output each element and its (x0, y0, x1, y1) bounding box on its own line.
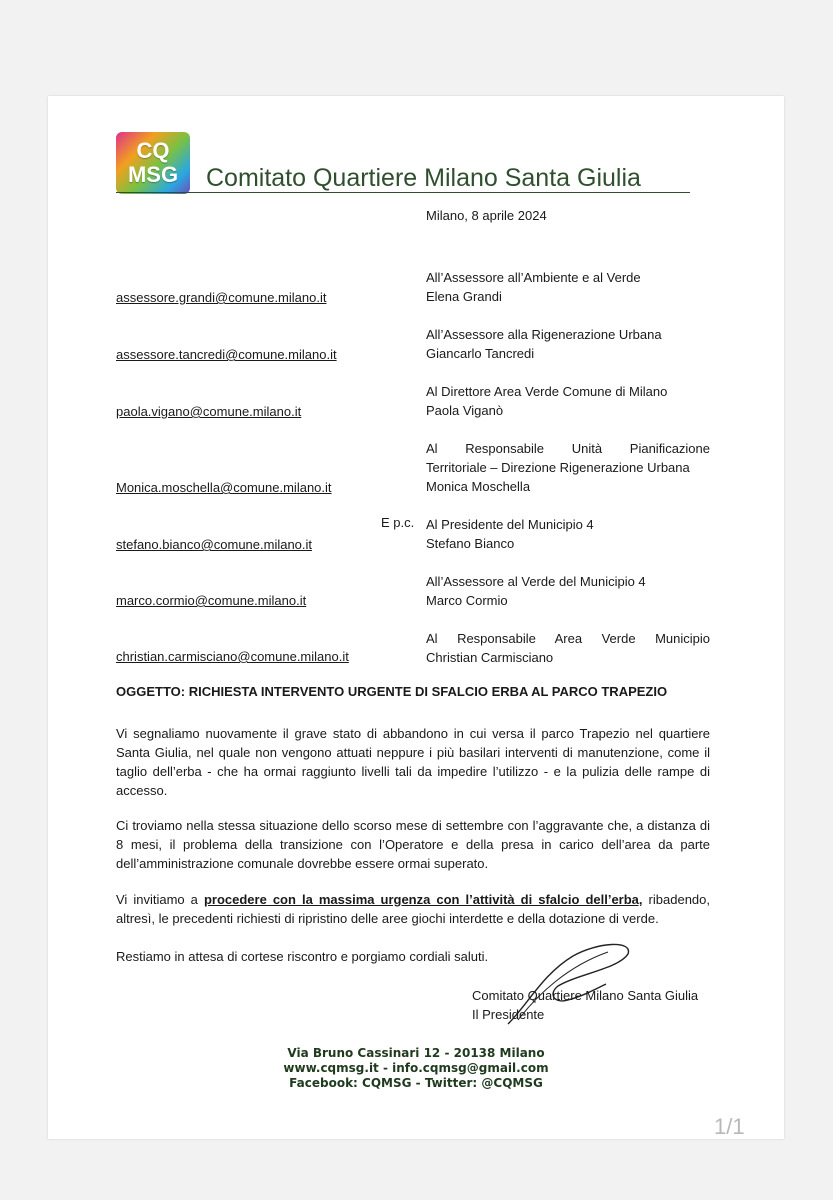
recipient-6-email[interactable]: marco.cormio@comune.milano.it (116, 593, 307, 608)
logo-text-msg: MSG (127, 162, 179, 187)
recipient-5-email[interactable]: stefano.bianco@comune.milano.it (116, 537, 313, 552)
body-paragraph-1: Vi segnaliamo nuovamente il grave stato di abbandono in cui versa il parco Trapezio nel quartiere Santa Giulia, nel quale non vengono attuati neppure i più basilari interventi di manutenzione, come il taglio dell’erba - che ha ormai raggiunto livelli tali da impedire l’utilizzo - e la pulizia delle rampe di accesso. (116, 726, 710, 798)
letter-date: Milano, 8 aprile 2024 (426, 208, 547, 223)
letter-subject: OGGETTO: RICHIESTA INTERVENTO URGENTE DI SFALCIO ERBA AL PARCO TRAPEZIO (116, 684, 668, 699)
recipient-6-address: All’Assessore al Verde del Municipio 4 Marco Cormio (426, 574, 646, 608)
recipient-1-email[interactable]: assessore.grandi@comune.milano.it (116, 290, 327, 305)
recipient-5-address: Al Presidente del Municipio 4 Stefano Bianco (426, 517, 594, 551)
logo-text-cq: CQ (136, 138, 170, 163)
recipient-7-address: Al Responsabile Area Verde Municipio Christian Carmisciano (426, 631, 710, 665)
signer-block: Comitato Quartiere Milano Santa Giulia Il Presidente (472, 988, 699, 1022)
footer-address: Via Bruno Cassinari 12 - 20138 Milano (287, 1046, 545, 1060)
header-divider (116, 192, 690, 193)
cqmsg-logo (116, 132, 190, 194)
urgent-request-emphasis: procedere con la massima urgenza con l’attività di sfalcio dell’erba, (203, 892, 643, 907)
body-paragraph-3: Vi invitiamo a procedere con la massima urgenza con l’attività di sfalcio dell’erba, ribadendo, altresì, le precedenti richiesti di ripristino delle aree giochi interdette e della dotazione di verde. (116, 892, 710, 926)
footer-social: Facebook: CQMSG - Twitter: @CQMSG (289, 1076, 543, 1090)
recipient-3-address: Al Direttore Area Verde Comune di Milano Paola Viganò (426, 384, 668, 418)
recipient-2-address: All’Assessore alla Rigenerazione Urbana Giancarlo Tancredi (426, 327, 662, 361)
recipient-1-address: All’Assessore all’Ambiente e al Verde Elena Grandi (426, 270, 641, 304)
recipient-2-email[interactable]: assessore.tancredi@comune.milano.it (116, 347, 337, 362)
organization-name: Comitato Quartiere Milano Santa Giulia (206, 164, 641, 192)
recipient-4-address: Al Responsabile Unità Pianificazione Territoriale – Direzione Rigenerazione Urbana Monica Moschella (426, 441, 710, 494)
recipient-4-email[interactable]: Monica.moschella@comune.milano.it (116, 480, 332, 495)
body-paragraph-4: Restiamo in attesa di cortese riscontro e porgiamo cordiali saluti. (116, 949, 489, 964)
recipient-3-email[interactable]: paola.vigano@comune.milano.it (116, 404, 302, 419)
footer-web: www.cqmsg.it - info.cqmsg@gmail.com (283, 1061, 549, 1075)
body-paragraph-2: Ci troviamo nella stessa situazione dello scorso mese di settembre con l’aggravante che, a distanza di 8 mesi, il problema della transizione con l’Operatore e della presa in carico dell’area da parte dell’amministrazione comunale dovrebbe essere ormai superato. (116, 818, 710, 871)
page-indicator: 1/1 (714, 1114, 745, 1139)
document-page (48, 96, 784, 1139)
letter-footer (48, 1046, 784, 1091)
cc-label: E p.c. (381, 515, 415, 530)
recipient-7-email[interactable]: christian.carmisciano@comune.milano.it (116, 649, 349, 664)
